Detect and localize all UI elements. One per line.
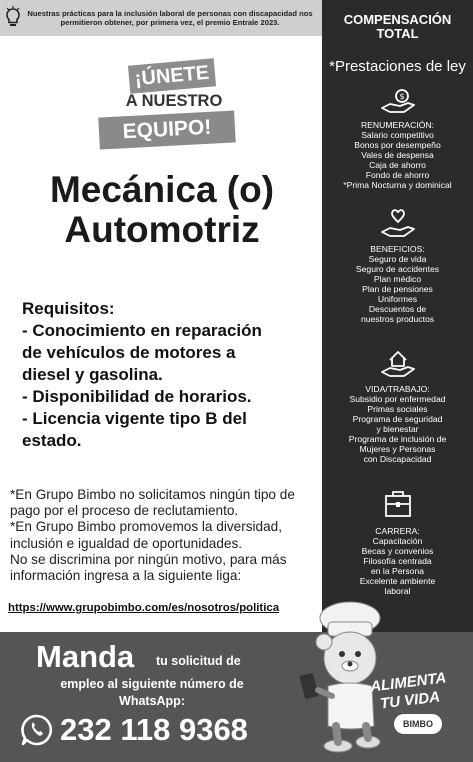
badge-line-2: A NUESTRO	[125, 92, 223, 110]
benefits-heading: BENEFICIOS:	[370, 244, 425, 254]
career-block	[322, 488, 473, 596]
heart-hand-icon	[378, 208, 418, 240]
svg-text:$: $	[398, 92, 405, 101]
work-life-item: Programa de seguridad	[352, 414, 443, 424]
note-line: inclusión e igualdad de oportunidades.	[10, 535, 243, 551]
work-life-item: Mujeres y Personas	[359, 444, 436, 454]
lightbulb-icon	[4, 6, 22, 30]
cta-line-2	[32, 676, 272, 710]
benefits-item: Plan de pensiones	[362, 284, 433, 294]
career-item: Excelente ambiente	[359, 576, 436, 586]
sidebar-subtitle: *Prestaciones de ley	[329, 58, 466, 75]
work-life-item: y bienestar	[376, 424, 419, 434]
sidebar-title-line-1: COMPENSACIÓN	[343, 12, 452, 27]
work-life-item: Primas sociales	[367, 404, 428, 414]
remuneration-block	[322, 88, 473, 190]
remuneration-item: Salario competitivo	[361, 130, 434, 140]
policy-notes	[10, 487, 320, 584]
badge-line-1: ¡ÚNETE	[128, 58, 216, 93]
remuneration-item: Vales de despensa	[361, 150, 434, 160]
benefits-item: nuestros productos	[360, 314, 435, 324]
briefcase-icon	[378, 488, 418, 522]
work-life-item: Programa de inclusión de	[348, 434, 447, 444]
requirement-line: - Disponibilidad de horarios.	[22, 387, 252, 406]
sidebar-title-line-2: TOTAL	[376, 26, 419, 41]
cta-rest-line-1: tu solicitud de	[156, 654, 241, 668]
requirement-line: - Conocimiento en reparación	[22, 321, 262, 340]
money-hand-icon	[378, 88, 418, 116]
career-item: Becas y convenios	[361, 546, 434, 556]
career-item: laboral	[384, 586, 411, 596]
whatsapp-icon	[20, 713, 54, 747]
compensation-sidebar	[322, 0, 473, 632]
join-team-badge	[95, 62, 255, 148]
note-line: *En Grupo Bimbo no solicitamos ningún tipo de	[10, 487, 295, 502]
banner-text: Nuestras prácticas para la inclusión laboral de personas con discapacidad nos permitieron obtener, por primera vez, el premio Entrale 2023.	[27, 9, 313, 27]
work-life-heading: VIDA/TRABAJO:	[365, 384, 430, 394]
remuneration-item: Caja de ahorro	[369, 160, 426, 170]
remuneration-item: *Prima Nocturna y dominical	[343, 180, 452, 190]
slogan-line-1: ALIMENTA	[369, 669, 448, 696]
requirement-line: - Licencia vigente tipo B del	[22, 409, 247, 428]
benefits-item: Seguro de accidentes	[355, 264, 440, 274]
career-heading: CARRERA:	[375, 526, 420, 536]
benefits-item: Uniformes	[377, 294, 418, 304]
phone-number[interactable]: 232 118 9368	[60, 712, 248, 747]
career-item: Capacitación	[372, 536, 423, 546]
cta-line-2b: WhatsApp:	[119, 694, 185, 708]
career-item: Filosofía centrada	[363, 556, 432, 566]
phone-row[interactable]	[20, 712, 248, 748]
sidebar-title	[322, 13, 473, 41]
note-line: No se discrimina por ningún motivo, para más	[10, 551, 287, 567]
career-item: en la Persona	[370, 566, 425, 576]
note-line: pago por el proceso de reclutamiento.	[10, 503, 239, 519]
badge-line-3: EQUIPO!	[98, 110, 235, 149]
inclusion-award-banner	[0, 0, 322, 36]
benefits-item: Descuentos de	[368, 304, 427, 314]
job-title-line-2: Automotriz	[64, 209, 260, 250]
cta-big-word: Manda	[36, 639, 135, 674]
bimbo-logo: BIMBO	[394, 714, 442, 734]
work-life-block	[322, 346, 473, 464]
benefits-item: Seguro de vida	[368, 254, 427, 264]
work-life-item: Subsidio por enfermedad	[349, 394, 446, 404]
note-line: *En Grupo Bimbo promovemos la diversidad,	[10, 519, 283, 535]
requirements-heading: Requisitos:	[22, 299, 115, 318]
cta-line-2a: empleo al siguiente número de	[60, 677, 244, 691]
policy-link[interactable]: https://www.grupobimbo.com/es/nosotros/politica	[8, 602, 280, 614]
house-hand-icon	[378, 346, 418, 380]
job-title-line-1: Mecánica (o)	[49, 169, 275, 210]
requirement-line: estado.	[22, 431, 82, 450]
work-life-item: con Discapacidad	[363, 454, 432, 464]
brand-slogan	[366, 670, 466, 750]
benefits-item: Plan médico	[373, 274, 422, 284]
requirement-line: diesel y gasolina.	[22, 365, 163, 384]
job-title	[6, 170, 318, 250]
benefits-block	[322, 208, 473, 324]
requirement-line: de vehículos de motores a	[22, 343, 236, 362]
remuneration-heading: RENUMERACIÓN:	[360, 120, 435, 130]
remuneration-item: Bonos por desempeño	[354, 140, 441, 150]
note-line: información ingresa a la siguiente liga:	[10, 568, 242, 584]
requirements-section	[22, 298, 320, 452]
slogan-line-2: TU VIDA	[379, 688, 441, 713]
remuneration-item: Fondo de ahorro	[365, 170, 430, 180]
